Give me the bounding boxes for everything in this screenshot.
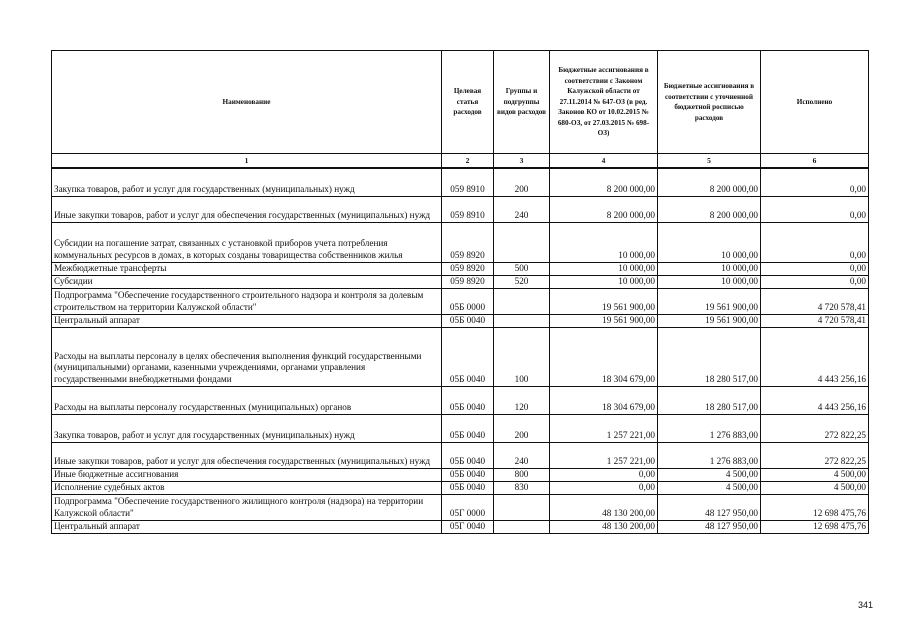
- row-refined-allocation: 1 276 883,00: [658, 414, 761, 442]
- row-executed: 4 443 256,16: [761, 327, 869, 386]
- row-expense-group: 200: [494, 414, 550, 442]
- column-header-executed: Исполнено: [761, 51, 869, 154]
- row-executed: 12 698 475,76: [761, 494, 869, 520]
- row-refined-allocation: 4 500,00: [658, 468, 761, 481]
- row-law-allocation: 10 000,00: [550, 275, 658, 288]
- row-law-allocation: 18 304 679,00: [550, 327, 658, 386]
- row-law-allocation: 10 000,00: [550, 222, 658, 262]
- column-number: 3: [494, 154, 550, 169]
- row-target-article: 05Б 0040: [442, 386, 494, 414]
- row-name: Межбюджетные трансферты: [52, 262, 442, 275]
- row-target-article: 05Б 0000: [442, 288, 494, 314]
- row-executed: 4 443 256,16: [761, 386, 869, 414]
- budget-execution-table: [51, 50, 869, 534]
- table-row: [52, 481, 869, 494]
- table-row: [52, 262, 869, 275]
- row-name: Подпрограмма "Обеспечение государственного строительного надзора и контроля за долевым строительством на территории Калужской области": [52, 288, 442, 314]
- row-expense-group: [494, 494, 550, 520]
- column-number: 5: [658, 154, 761, 169]
- row-executed: 0,00: [761, 222, 869, 262]
- row-refined-allocation: 48 127 950,00: [658, 494, 761, 520]
- row-expense-group: 800: [494, 468, 550, 481]
- row-target-article: 059 8910: [442, 168, 494, 196]
- row-executed: 0,00: [761, 275, 869, 288]
- row-target-article: 05Г 0040: [442, 520, 494, 533]
- row-expense-group: 240: [494, 442, 550, 468]
- table-row: [52, 442, 869, 468]
- row-law-allocation: 0,00: [550, 481, 658, 494]
- row-expense-group: 830: [494, 481, 550, 494]
- row-refined-allocation: 18 280 517,00: [658, 327, 761, 386]
- row-name: Подпрограмма "Обеспечение государственного жилищного контроля (надзора) на территории Калужской области": [52, 494, 442, 520]
- row-target-article: 059 8910: [442, 196, 494, 222]
- row-target-article: 05Б 0040: [442, 442, 494, 468]
- page-number: 341: [858, 600, 874, 610]
- row-executed: 4 720 578,41: [761, 288, 869, 314]
- row-expense-group: [494, 520, 550, 533]
- table-row: [52, 222, 869, 262]
- row-law-allocation: 8 200 000,00: [550, 168, 658, 196]
- row-name: Иные закупки товаров, работ и услуг для обеспечения государственных (муниципальных) нужд: [52, 442, 442, 468]
- row-law-allocation: 10 000,00: [550, 262, 658, 275]
- column-number-row: [52, 154, 869, 169]
- row-refined-allocation: 8 200 000,00: [658, 196, 761, 222]
- row-executed: 0,00: [761, 262, 869, 275]
- row-law-allocation: 8 200 000,00: [550, 196, 658, 222]
- row-name: Закупка товаров, работ и услуг для государственных (муниципальных) нужд: [52, 414, 442, 442]
- row-name: Иные бюджетные ассигнования: [52, 468, 442, 481]
- row-refined-allocation: 4 500,00: [658, 481, 761, 494]
- table-row: [52, 288, 869, 314]
- row-name: Субсидии на погашение затрат, связанных с установкой приборов учета потребления коммунальных ресурсов в домах, в которых созданы товарищества собственников жилья: [52, 222, 442, 262]
- table-row: [52, 196, 869, 222]
- row-law-allocation: 0,00: [550, 468, 658, 481]
- row-target-article: 059 8920: [442, 222, 494, 262]
- row-law-allocation: 48 130 200,00: [550, 494, 658, 520]
- table-row: [52, 386, 869, 414]
- row-law-allocation: 19 561 900,00: [550, 314, 658, 327]
- column-header-refined-allocations: Бюджетные ассигнования в соответствии с уточненной бюджетной росписью расходов: [658, 51, 761, 154]
- row-refined-allocation: 10 000,00: [658, 262, 761, 275]
- row-expense-group: 240: [494, 196, 550, 222]
- row-name: Иные закупки товаров, работ и услуг для обеспечения государственных (муниципальных) нужд: [52, 196, 442, 222]
- row-name: Центральный аппарат: [52, 314, 442, 327]
- column-header-target-article: Целевая статья расходов: [442, 51, 494, 154]
- row-expense-group: 500: [494, 262, 550, 275]
- row-target-article: 059 8920: [442, 262, 494, 275]
- row-executed: 4 500,00: [761, 468, 869, 481]
- row-expense-group: [494, 288, 550, 314]
- column-header-row: [52, 51, 869, 154]
- row-refined-allocation: 10 000,00: [658, 275, 761, 288]
- row-law-allocation: 18 304 679,00: [550, 386, 658, 414]
- row-executed: 272 822,25: [761, 442, 869, 468]
- row-refined-allocation: 10 000,00: [658, 222, 761, 262]
- row-target-article: 05Г 0000: [442, 494, 494, 520]
- row-law-allocation: 48 130 200,00: [550, 520, 658, 533]
- row-refined-allocation: 8 200 000,00: [658, 168, 761, 196]
- table-row: [52, 168, 869, 196]
- row-expense-group: 120: [494, 386, 550, 414]
- row-executed: 4 720 578,41: [761, 314, 869, 327]
- row-name: Расходы на выплаты персоналу государственных (муниципальных) органов: [52, 386, 442, 414]
- row-expense-group: 200: [494, 168, 550, 196]
- row-name: Закупка товаров, работ и услуг для государственных (муниципальных) нужд: [52, 168, 442, 196]
- column-number: 1: [52, 154, 442, 169]
- row-expense-group: 100: [494, 327, 550, 386]
- budget-table-sheet: [51, 50, 868, 534]
- column-number: 6: [761, 154, 869, 169]
- table-row: [52, 520, 869, 533]
- row-executed: 4 500,00: [761, 481, 869, 494]
- row-executed: 12 698 475,76: [761, 520, 869, 533]
- row-refined-allocation: 19 561 900,00: [658, 314, 761, 327]
- row-law-allocation: 1 257 221,00: [550, 442, 658, 468]
- row-name: Центральный аппарат: [52, 520, 442, 533]
- row-refined-allocation: 1 276 883,00: [658, 442, 761, 468]
- row-executed: 0,00: [761, 196, 869, 222]
- column-number: 4: [550, 154, 658, 169]
- row-refined-allocation: 48 127 950,00: [658, 520, 761, 533]
- row-target-article: 05Б 0040: [442, 327, 494, 386]
- column-number: 2: [442, 154, 494, 169]
- row-name: Субсидии: [52, 275, 442, 288]
- row-name: Расходы на выплаты персоналу в целях обеспечения выполнения функций государственными (муниципальными) органами, казенными учреждениями, органами управления государственными внебюджетными фондами: [52, 327, 442, 386]
- table-row: [52, 327, 869, 386]
- row-law-allocation: 19 561 900,00: [550, 288, 658, 314]
- table-row: [52, 314, 869, 327]
- row-refined-allocation: 18 280 517,00: [658, 386, 761, 414]
- column-header-law-allocations: Бюджетные ассигнования в соответствии с Законом Калужской области от 27.11.2014 № 647-ОЗ (в ред. Законов КО от 10.02.2015 № 680-ОЗ, от 27.03.2015 № 698-ОЗ): [550, 51, 658, 154]
- column-header-name: Наименование: [52, 51, 442, 154]
- table-row: [52, 275, 869, 288]
- table-row: [52, 494, 869, 520]
- row-target-article: 05Б 0040: [442, 414, 494, 442]
- row-name: Исполнение судебных актов: [52, 481, 442, 494]
- row-target-article: 05Б 0040: [442, 468, 494, 481]
- table-row: [52, 468, 869, 481]
- row-executed: 0,00: [761, 168, 869, 196]
- row-expense-group: [494, 314, 550, 327]
- row-target-article: 059 8920: [442, 275, 494, 288]
- row-target-article: 05Б 0040: [442, 481, 494, 494]
- row-expense-group: 520: [494, 275, 550, 288]
- row-target-article: 05Б 0040: [442, 314, 494, 327]
- row-executed: 272 822,25: [761, 414, 869, 442]
- row-refined-allocation: 19 561 900,00: [658, 288, 761, 314]
- column-header-expense-groups: Группы и подгруппы видов расходов: [494, 51, 550, 154]
- row-expense-group: [494, 222, 550, 262]
- table-row: [52, 414, 869, 442]
- row-law-allocation: 1 257 221,00: [550, 414, 658, 442]
